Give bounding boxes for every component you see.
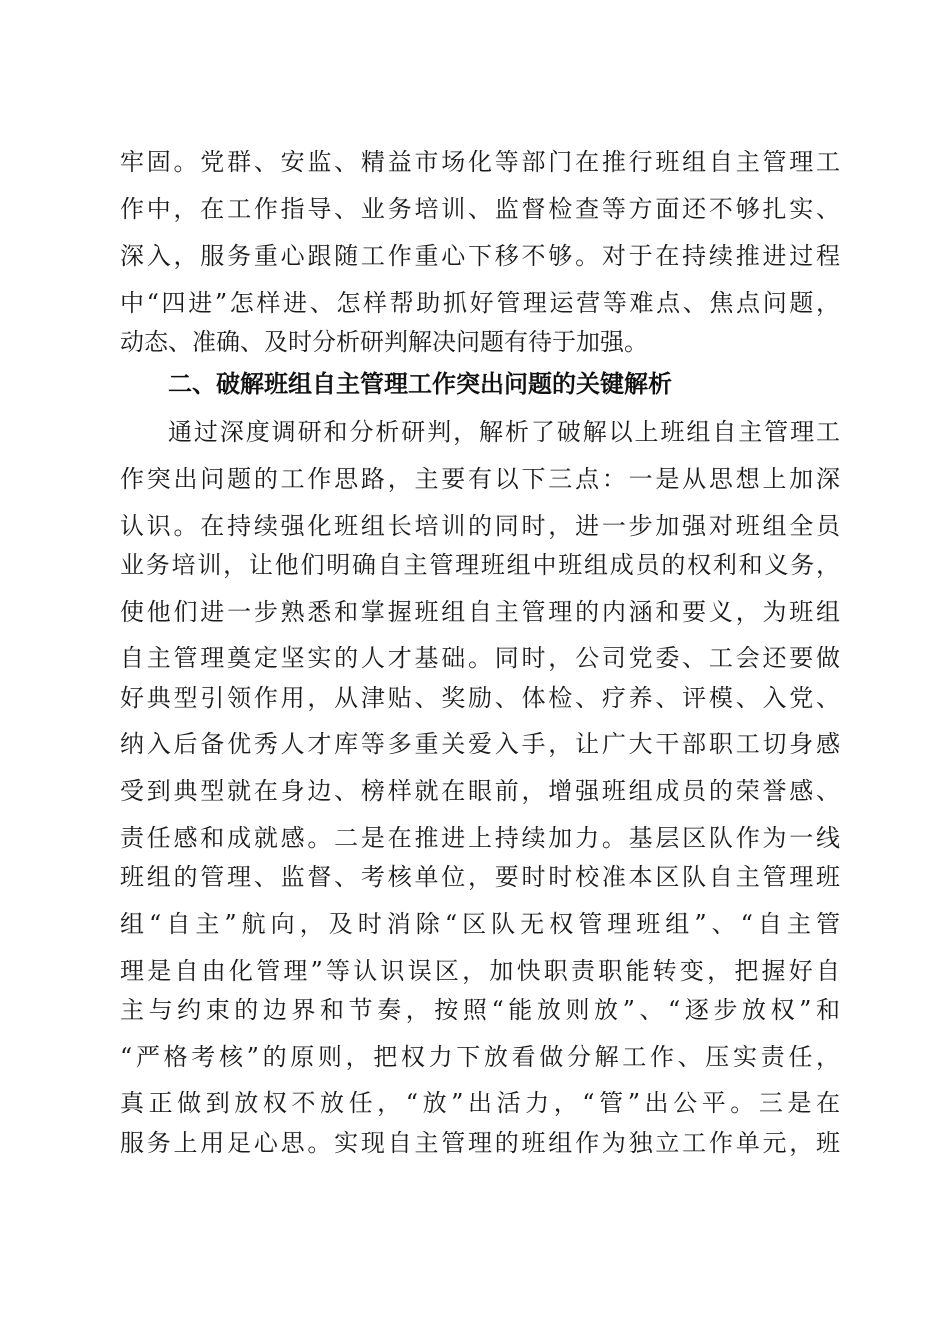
paragraph-line: 受到典型就在身边、榜样就在眼前，增强班组成员的荣誉感、: [120, 777, 840, 805]
paragraph-line: 组“自主”航向，及时消除“区队无权管理班组”、“自主管: [120, 910, 840, 938]
paragraph-line: 业务培训，让他们明确自主管理班组中班组成员的权利和义务，: [120, 551, 840, 579]
paragraph-line: 责任感和成就感。二是在推进上持续加力。基层区队作为一线: [120, 824, 840, 852]
paragraph-line: 班组的管理、监督、考核单位，要时时校准本区队自主管理班: [120, 863, 840, 891]
paragraph-line: 认识。在持续强化班组长培训的同时，进一步加强对班组全员: [120, 512, 840, 540]
paragraph-line: 好典型引领作用，从津贴、奖励、体检、疗养、评模、入党、: [120, 684, 840, 712]
paragraph-line: 作突出问题的工作思路，主要有以下三点：一是从思想上加深: [120, 465, 840, 493]
paragraph-line: 自主管理奠定坚实的人才基础。同时，公司党委、工会还要做: [120, 644, 840, 672]
paragraph-line: 服务上用足心思。实现自主管理的班组作为独立工作单元，班: [120, 1129, 840, 1157]
paragraph-line: 理是自由化管理”等认识误区，加快职责职能转变，把握好自: [120, 957, 840, 985]
paragraph-line: 真正做到放权不放任，“放”出活力，“管”出公平。三是在: [120, 1089, 840, 1117]
paragraph-line: 纳入后备优秀人才库等多重关爱入手，让广大干部职工切身感: [120, 730, 840, 758]
paragraph-line: “严格考核”的原则，把权力下放看做分解工作、压实责任，: [120, 1043, 840, 1071]
paragraph-line: 作中，在工作指导、业务培训、监督检查等方面还不够扎实、: [120, 195, 840, 223]
paragraph-line: 通过深度调研和分析研判，解析了破解以上班组自主管理工: [168, 418, 840, 446]
paragraph-line: 牢固。党群、安监、精益市场化等部门在推行班组自主管理工: [120, 148, 840, 176]
paragraph-line: 主与约束的边界和节奏，按照“能放则放”、“逐步放权”和: [120, 996, 840, 1024]
section-heading: 二、破解班组自主管理工作突出问题的关键解析: [168, 370, 672, 398]
paragraph-line: 动态、准确、及时分析研判解决问题有待于加强。: [120, 328, 648, 356]
paragraph-line: 中“四进”怎样进、怎样帮助抓好管理运营等难点、焦点问题，: [120, 289, 840, 317]
paragraph-line: 使他们进一步熟悉和掌握班组自主管理的内涵和要义，为班组: [120, 598, 840, 626]
paragraph-line: 深入，服务重心跟随工作重心下移不够。对于在持续推进过程: [120, 242, 840, 270]
